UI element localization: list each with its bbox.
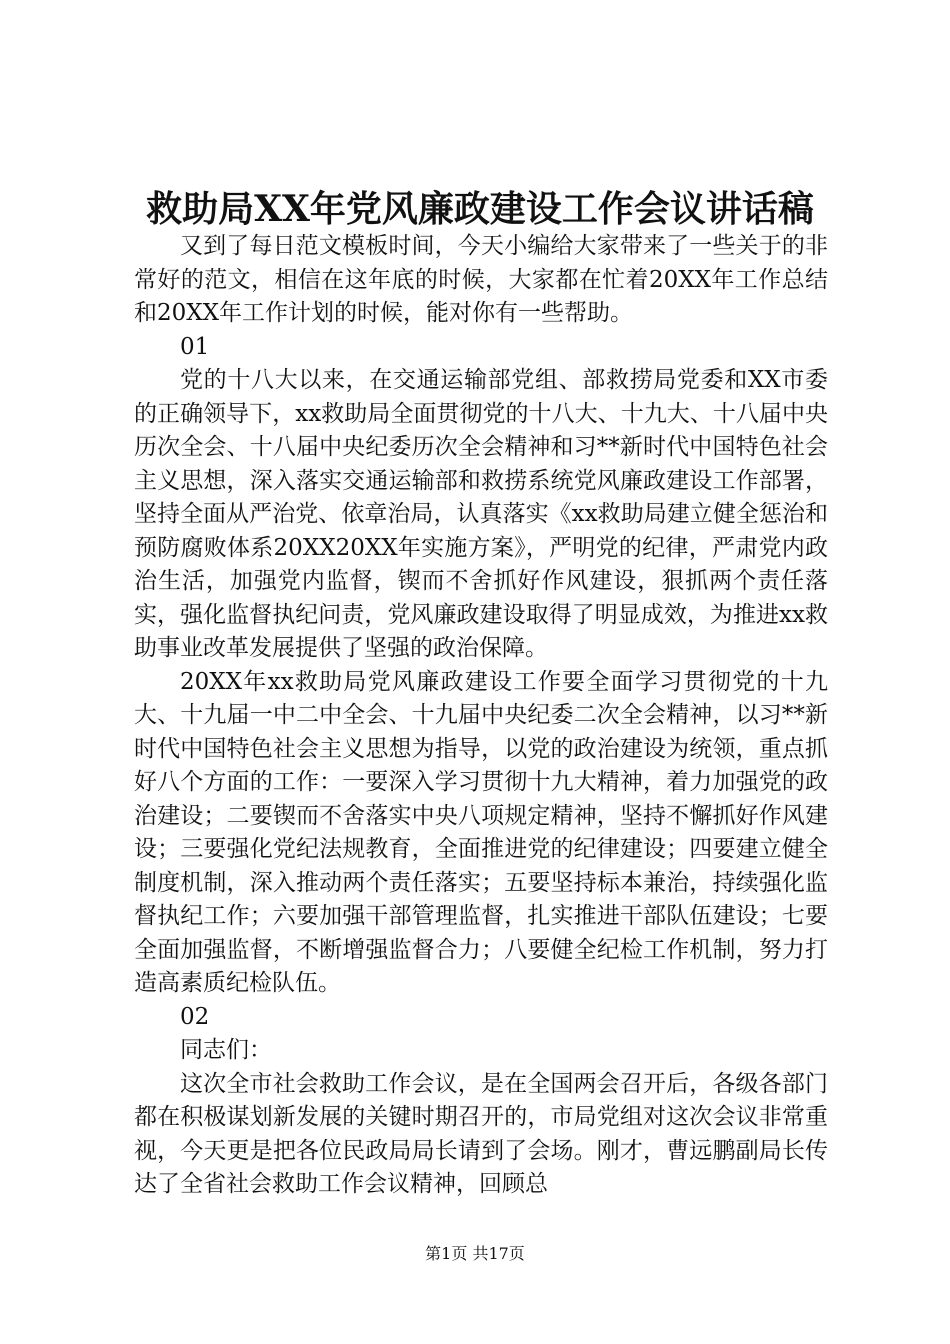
section-number-02: 02 <box>180 1003 210 1030</box>
salutation: 同志们： <box>180 1037 272 1063</box>
body-paragraph: 20XX年xx救助局党风廉政建设工作要全面学习贯彻党的十九大、十九届一中二中全会、十九届中央纪委二次全会精神，以习**新时代中国特色社会主义思想为指导，以党的政治建设为统领，重点抓好八个方面的工作：一要深入学习贯彻十九大精神，着力加强党的政治建设；二要锲而不舍落实中央八项规定精神，坚持不懈抓好作风建设；三要强化党纪法规教育，全面推进党的纪律建设；四要建立健全制度机制，深入推动两个责任落实；五要坚持标本兼治，持续强化监督执纪工作；六要加强干部管理监督，扎实推进干部队伍建设；七要全面加强监督，不断增强监督合力；八要健全纪检工作机制，努力打造高素质纪检队伍。 <box>134 668 828 996</box>
document-body <box>134 230 828 1202</box>
body-paragraph: 党的十八大以来，在交通运输部党组、部救捞局党委和XX市委的正确领导下，xx救助局全面贯彻党的十八大、十九大、十八届中央历次全会、十八届中央纪委历次全会精神和习**新时代中国特色社会主义思想，深入落实交通运输部和救捞系统党风廉政建设工作部署，坚持全面从严治党、依章治局，认真落实《xx救助局建立健全惩治和预防腐败体系20XX20XX年实施方案》，严明党的纪律，严肃党内政治生活，加强党内监督，锲而不舍抓好作风建设，狠抓两个责任落实，强化监督执纪问责，党风廉政建设取得了明显成效，为推进xx救助事业改革发展提供了坚强的政治保障。 <box>134 367 828 661</box>
section-number-01: 01 <box>180 333 210 360</box>
intro-paragraph: 又到了每日范文模板时间，今天小编给大家带来了一些关于的非常好的范文，相信在这年底的时候，大家都在忙着20XX年工作总结和20XX年工作计划的时候，能对你有一些帮助。 <box>134 233 828 326</box>
body-paragraph: 这次全市社会救助工作会议，是在全国两会召开后，各级各部门都在积极谋划新发展的关键时期召开的，市局党组对这次会议非常重视，今天更是把各位民政局局长请到了会场。刚才，曹远鹏副局长传达了全省社会救助工作会议精神，回顾总 <box>134 1070 828 1197</box>
document-title: 救助局XX年党风廉政建设工作会议讲话稿 <box>146 188 814 230</box>
page-footer: 第1页 共17页 <box>425 1244 525 1263</box>
